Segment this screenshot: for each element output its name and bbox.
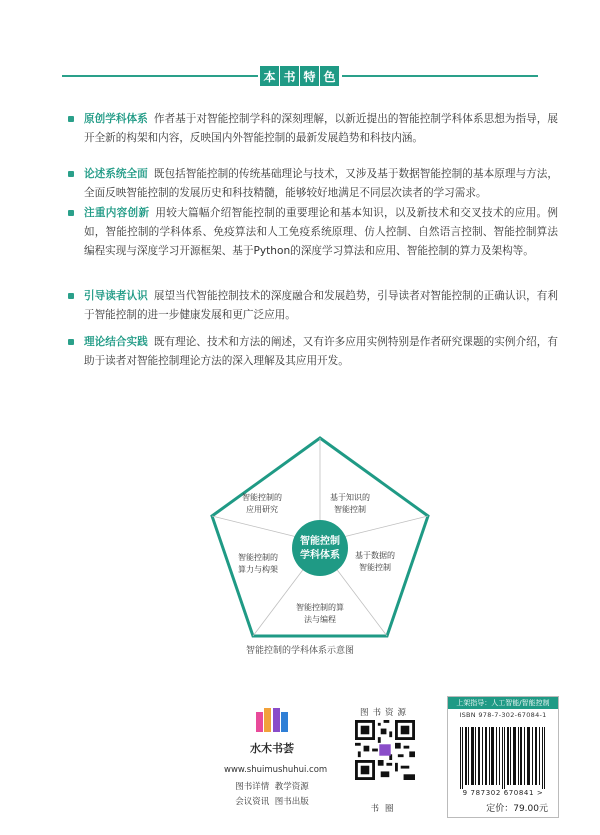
feature-body: 展望当代智能控制技术的深度融合和发展趋势，引导读者对智能控制的正确认识，有利于智能控制的进一步健康发展和更广泛应用。 [84, 290, 559, 321]
center-label: 智能控制 [300, 536, 340, 547]
segment-label-top-left: 智能控制的 [242, 493, 282, 502]
segment-label-left: 算力与构架 [238, 565, 278, 574]
link-book-publishing: 图书出版 [274, 797, 309, 807]
title-divider-left [62, 75, 258, 77]
segment-label-top-left: 应用研究 [246, 505, 278, 514]
feature-item [68, 333, 558, 371]
bullet-icon [68, 210, 74, 216]
price-label: 定价：79.00元 [486, 804, 548, 814]
diagram-caption: 智能控制的学科体系示意图 [245, 646, 354, 656]
publisher-links [232, 780, 312, 810]
link-teaching-resources: 教学资源 [274, 782, 309, 792]
segment-label-top-right: 基于知识的 [330, 493, 370, 502]
feature-heading: 论述系统全面 [84, 168, 148, 180]
feature-item [68, 165, 558, 203]
qr-label-bottom: 书圈 [370, 804, 400, 814]
discipline-diagram [200, 430, 440, 650]
feature-heading: 引导读者认识 [84, 290, 148, 302]
publisher-website: www.shuimushuhui.com [224, 765, 328, 775]
feature-body: 作者基于对智能控制学科的深刻理解，以新近提出的智能控制学科体系思想为指导，展开全新的构架和内容，反映国内外智能控制的最新发展趋势和科技内涵。 [84, 113, 559, 144]
isbn-block [447, 696, 559, 818]
shelf-category: 上架指导：人工智能/智能控制 [448, 697, 558, 709]
title-char: 色 [320, 66, 339, 86]
segment-label-top-right: 智能控制 [334, 505, 366, 514]
title-box [260, 66, 340, 86]
title-divider-right [342, 75, 538, 77]
isbn-number: ISBN 978-7-302-67084-1 [459, 711, 547, 719]
feature-item [68, 110, 558, 148]
bullet-icon [68, 293, 74, 299]
section-title [62, 66, 538, 86]
title-char: 本 [260, 66, 279, 86]
bullet-icon [68, 116, 74, 122]
segment-label-left: 智能控制的 [238, 553, 278, 562]
link-book-details: 图书详情 [235, 782, 270, 792]
feature-heading: 理论结合实践 [84, 336, 148, 348]
title-char: 特 [300, 66, 319, 86]
segment-label-right: 基于数据的 [355, 551, 395, 560]
feature-body: 用较大篇幅介绍智能控制的重要理论和基本知识，以及新技术和交叉技术的应用。例如，智能控制的学科体系、免疫算法和人工免疫系统原理、仿人控制、自然语言控制、智能控制算法编程实现与深度学习开源框架、基于Python的深度学习算法和应用、智能控制的算力及架构等。 [84, 207, 558, 257]
feature-item [68, 287, 558, 325]
bullet-icon [68, 171, 74, 177]
title-char: 书 [280, 66, 299, 86]
qr-code-icon [355, 720, 415, 780]
feature-heading: 原创学科体系 [84, 113, 148, 125]
link-conference-news: 会议资讯 [235, 797, 270, 807]
feature-body: 既包括智能控制的传统基础理论与技术，又涉及基于数据智能控制的基本原理与方法，全面反映智能控制的发展历史和科技精髓，能够较好地满足不同层次读者的学习需求。 [84, 168, 559, 199]
bullet-icon [68, 339, 74, 345]
qr-label-top: 图书资源 [359, 708, 410, 718]
publisher-logo-icon [254, 706, 290, 736]
segment-label-bottom: 智能控制的算 [296, 603, 344, 612]
segment-label-right: 智能控制 [359, 563, 391, 572]
barcode-digits: 9 787302 670841 > [462, 789, 544, 797]
center-circle [292, 520, 348, 576]
segment-label-bottom: 法与编程 [304, 615, 336, 624]
feature-item [68, 204, 558, 261]
feature-heading: 注重内容创新 [84, 207, 150, 219]
center-label: 学科体系 [300, 550, 340, 561]
barcode-icon [458, 727, 548, 789]
publisher-brand: 水木书荟 [250, 742, 294, 755]
feature-body: 既有理论、技术和方法的阐述，又有许多应用实例特别是作者研究课题的实例介绍，有助于读者对智能控制理论方法的深入理解及其应用开发。 [84, 336, 559, 367]
